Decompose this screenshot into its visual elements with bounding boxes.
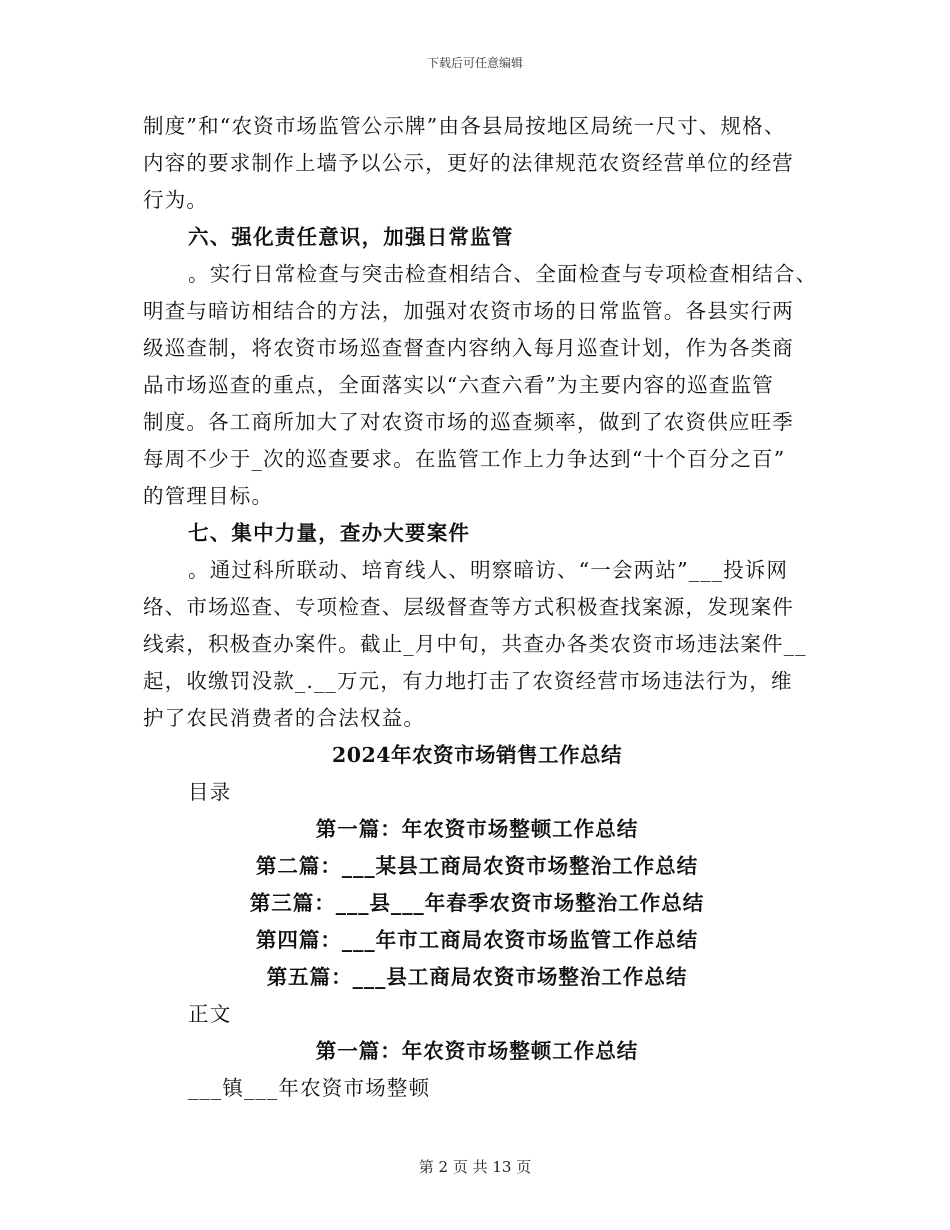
toc-label: 目录 — [188, 780, 232, 804]
part-1-subtitle: ___镇___年农资市场整顿 — [188, 1076, 431, 1100]
paragraph-line: 级巡查制，将农资市场巡查督查内容纳入每月巡查计划，作为各类商 — [143, 336, 794, 360]
paragraph-line: 线索，积极查办案件。截止_月中旬，共查办各类农资市场违法案件__ — [143, 632, 807, 656]
paragraph-line: 。实行日常检查与突击检查相结合、全面检查与专项检查相结合、 — [188, 262, 818, 286]
paragraph-line: 起，收缴罚没款_.__万元，有力地打击了农资经营市场违法行为，维 — [143, 669, 793, 693]
toc-item: 第三篇：___县___年春季农资市场整治工作总结 — [249, 891, 705, 915]
page-footer: 第 2 页 共 13 页 — [418, 1158, 532, 1176]
toc-item: 第一篇：年农资市场整顿工作总结 — [315, 817, 639, 841]
paragraph-line: 明查与暗访相结合的方法，加强对农资市场的日常监管。各县实行两 — [143, 299, 794, 323]
toc-item: 第四篇：___年市工商局农资市场监管工作总结 — [255, 928, 699, 952]
document-title: 2024年农资市场销售工作总结 — [331, 743, 623, 767]
paragraph-line: 络、市场巡查、专项检查、层级督查等方式积极查找案源，发现案件 — [143, 595, 794, 619]
section-7-heading: 七、集中力量，查办大要案件 — [188, 521, 471, 545]
document-body — [143, 108, 818, 1107]
toc-item: 第二篇：___某县工商局农资市场整治工作总结 — [255, 854, 699, 878]
paragraph-line: 制度”和“农资市场监管公示牌”由各县局按地区局统一尺寸、规格、 — [143, 114, 786, 138]
paragraph-line: 护了农民消费者的合法权益。 — [143, 706, 426, 730]
paragraph-line: 行为。 — [143, 188, 209, 212]
toc-item: 第五篇：___县工商局农资市场整治工作总结 — [266, 965, 688, 989]
section-6-heading: 六、强化责任意识，加强日常监管 — [188, 225, 514, 249]
paragraph-line: 。通过科所联动、培育线人、明察暗访、“一会两站”___投诉网 — [188, 558, 789, 582]
part-1-title: 第一篇：年农资市场整顿工作总结 — [315, 1039, 639, 1063]
page-header: 下载后可任意编辑 — [426, 56, 523, 70]
body-label: 正文 — [188, 1002, 232, 1026]
paragraph-line: 每周不少于_次的巡查要求。在监管工作上力争达到“十个百分之百” — [143, 447, 786, 471]
paragraph-line: 品市场巡查的重点，全面落实以“六查六看”为主要内容的巡查监管 — [143, 373, 774, 397]
paragraph-line: 内容的要求制作上墙予以公示，更好的法律规范农资经营单位的经营 — [143, 151, 794, 175]
paragraph-line: 的管理目标。 — [143, 484, 274, 508]
paragraph-line: 制度。各工商所加大了对农资市场的巡查频率，做到了农资供应旺季 — [143, 410, 794, 434]
